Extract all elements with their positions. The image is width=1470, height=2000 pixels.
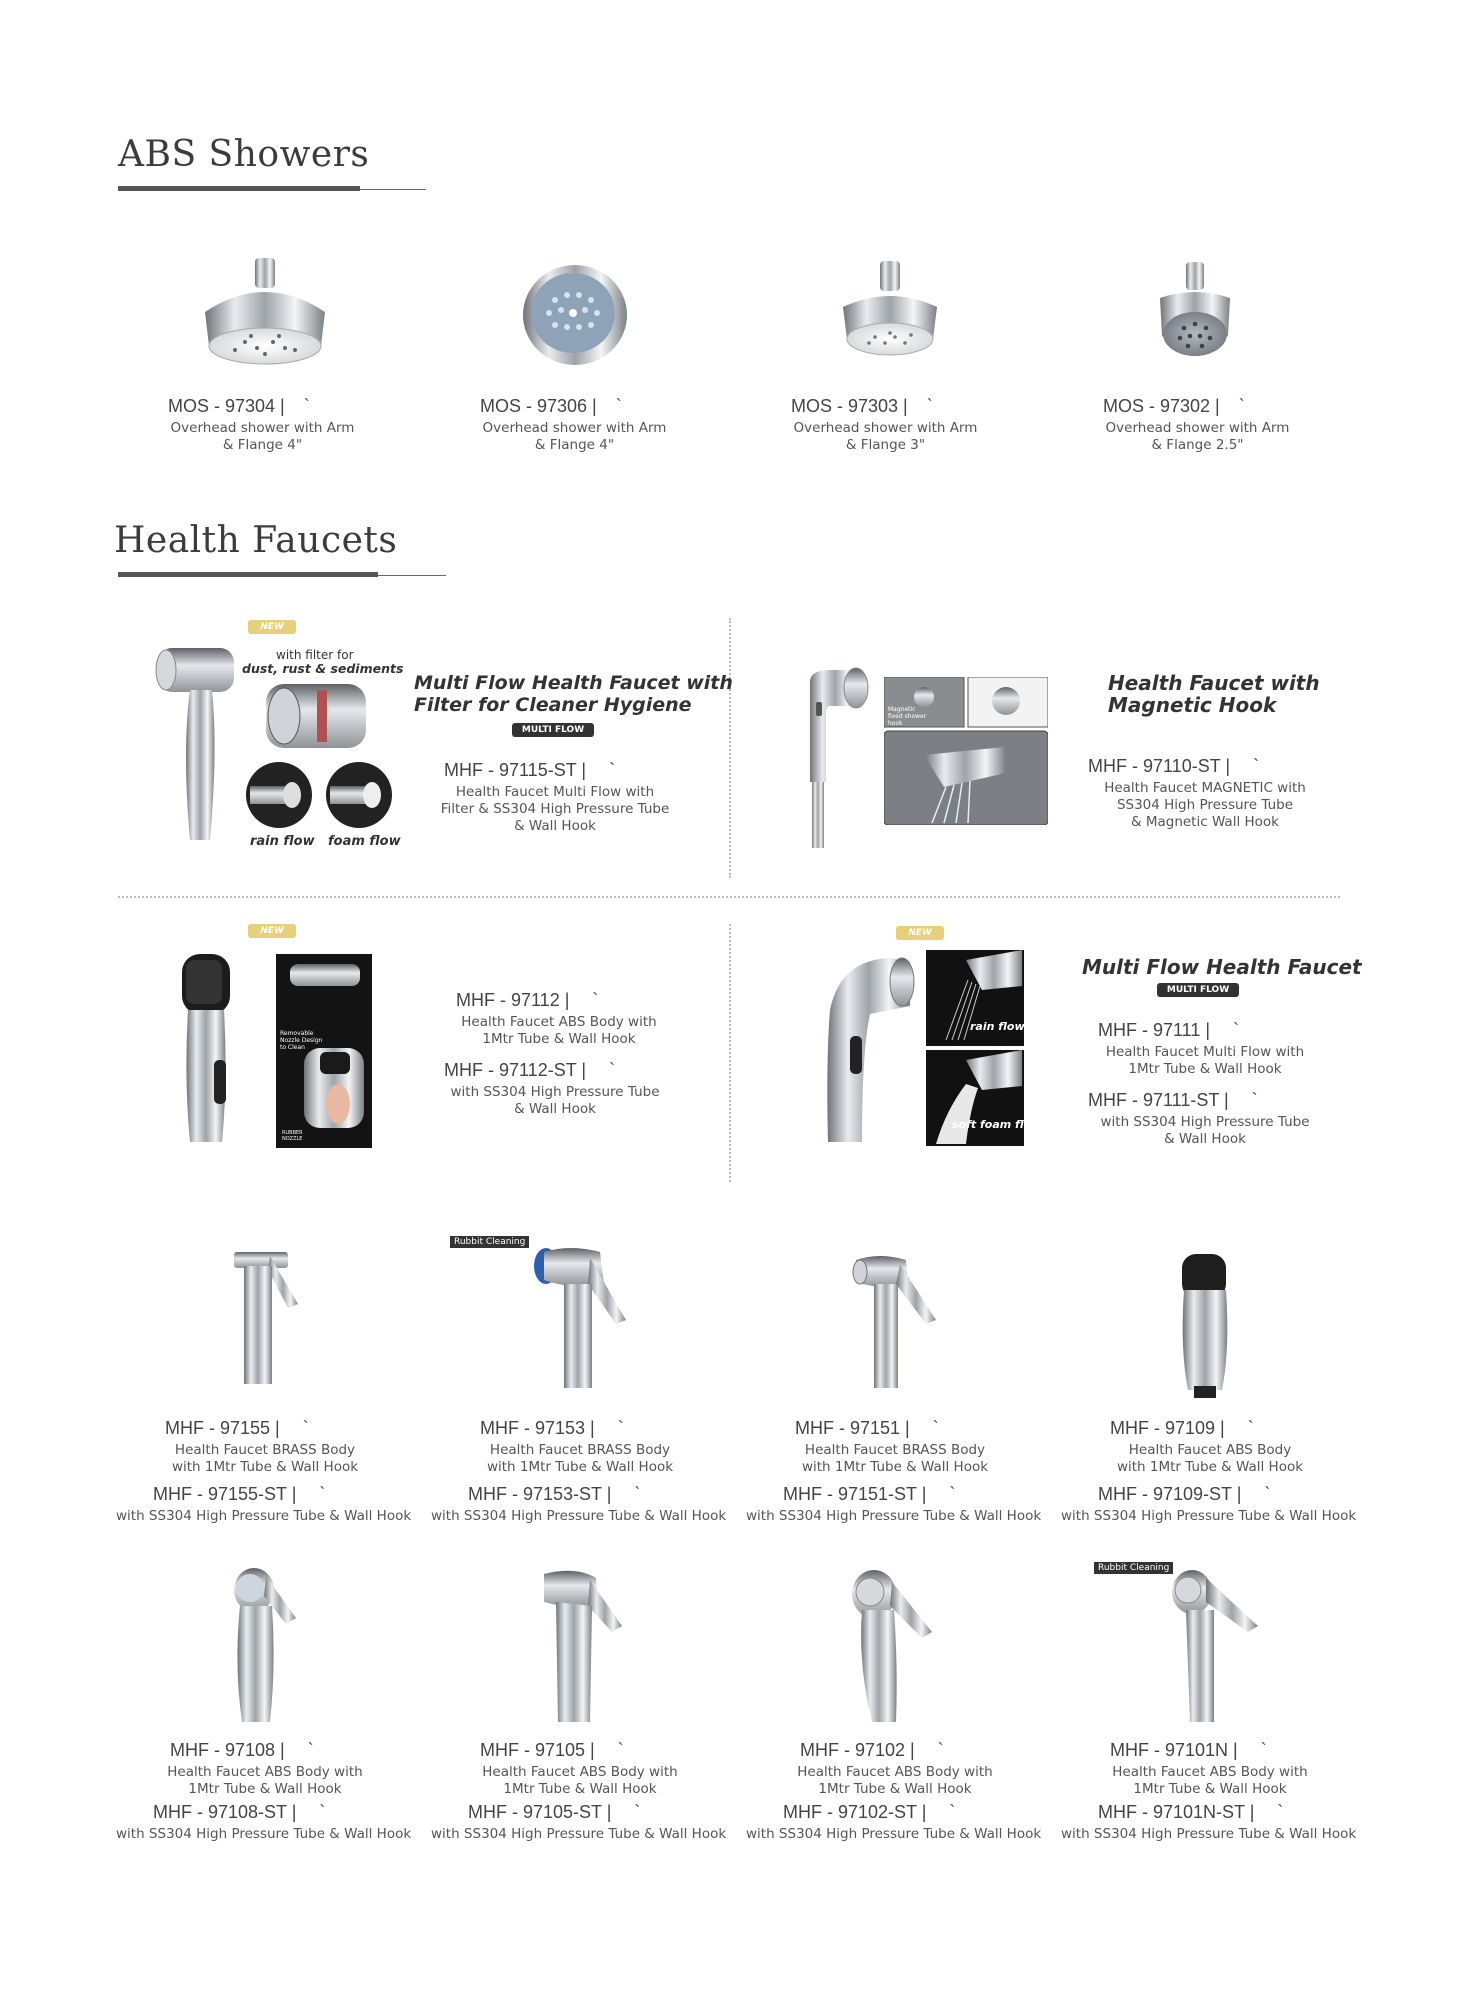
filter-note-emphasis: dust, rust & sediments	[242, 661, 404, 676]
product-code: MHF - 97112-ST | `	[444, 1060, 616, 1080]
product-code-st: MHF - 97153-ST | `	[468, 1484, 641, 1504]
product-code: MHF - 97102 | `	[800, 1740, 944, 1760]
new-badge: NEW	[896, 926, 944, 940]
product-description-st: with SS304 High Pressure Tube & Wall Hook	[431, 1826, 727, 1842]
product-code-st: MHF - 97105-ST | `	[468, 1802, 641, 1822]
health-faucet-image	[226, 1566, 306, 1726]
filter-note: with filter for	[276, 648, 354, 662]
health-faucet-image	[1166, 1566, 1266, 1726]
title-underline-thin	[360, 189, 426, 190]
removable-nozzle-image	[276, 954, 372, 1148]
product-description: Health Faucet ABS Body with 1Mtr Tube & Wall Hook	[1112, 1764, 1308, 1797]
product-code: MHF - 97110-ST | `	[1088, 756, 1260, 776]
section-title-showers: ABS Showers	[118, 134, 370, 175]
section-title-faucets: Health Faucets	[114, 520, 398, 561]
shower-head-image	[1150, 258, 1240, 373]
product-description: Health Faucet Multi Flow with Filter & SS304 High Pressure Tube & Wall Hook	[440, 784, 670, 834]
product-description-st: with SS304 High Pressure Tube & Wall Hook	[431, 1508, 727, 1524]
product-description: Health Faucet ABS Body with 1Mtr Tube & Wall Hook	[461, 1014, 657, 1047]
soft-foam-flow-label: soft foam flo	[952, 1118, 1032, 1131]
product-description: Overhead shower with Arm & Flange 4"	[482, 420, 667, 453]
title-underline-thin	[378, 575, 446, 576]
multi-flow-badge: MULTI FLOW	[1157, 983, 1239, 997]
product-description-st: with SS304 High Pressure Tube & Wall Hook	[1061, 1508, 1357, 1524]
rain-flow-nozzle-image	[244, 760, 314, 830]
product-code: MHF - 97151 | `	[795, 1418, 939, 1438]
product-code: MOS - 97302 | `	[1103, 396, 1245, 416]
product-description: Health Faucet ABS Body with 1Mtr Tube & Wall Hook	[167, 1764, 363, 1797]
divider-vertical	[729, 618, 731, 878]
product-description: Health Faucet ABS Body with 1Mtr Tube & Wall Hook	[797, 1764, 993, 1797]
shower-head-image	[195, 250, 335, 380]
feature-title: Health Faucet with Magnetic Hook	[1108, 671, 1320, 717]
product-description: Health Faucet BRASS Body with 1Mtr Tube & Wall Hook	[171, 1442, 359, 1475]
rain-flow-label: rain flow	[970, 1020, 1025, 1033]
product-code: MHF - 97101N | `	[1110, 1740, 1267, 1760]
rubbit-cleaning-tag: Rubbit Cleaning	[450, 1236, 529, 1248]
health-faucet-image	[1176, 1250, 1236, 1400]
product-code-st: MHF - 97102-ST | `	[783, 1802, 956, 1822]
health-faucet-image	[810, 950, 920, 1146]
rain-flow-label: rain flow	[250, 834, 315, 849]
health-faucet-image	[176, 950, 238, 1146]
product-code-st: MHF - 97108-ST | `	[153, 1802, 326, 1822]
feature-title: Multi Flow Health Faucet	[1082, 955, 1362, 979]
health-faucet-image	[150, 640, 240, 850]
product-code: MHF - 97112 | `	[456, 990, 599, 1010]
foam-flow-nozzle-image	[324, 760, 394, 830]
health-faucet-image	[848, 1566, 938, 1726]
product-code-st: MHF - 97151-ST | `	[783, 1484, 956, 1504]
title-underline	[118, 572, 378, 577]
product-description-st: with SS304 High Pressure Tube & Wall Hook	[746, 1826, 1042, 1842]
product-description: Overhead shower with Arm & Flange 3"	[793, 420, 978, 453]
shower-head-image	[515, 255, 635, 375]
divider-vertical	[729, 924, 731, 1182]
magnetic-hook-image	[884, 677, 1048, 825]
divider-horizontal	[118, 896, 1340, 898]
product-code-st: MHF - 97155-ST | `	[153, 1484, 326, 1504]
product-code: MHF - 97115-ST | `	[444, 760, 616, 780]
product-description-st: with SS304 High Pressure Tube & Wall Hook	[116, 1508, 412, 1524]
product-description: Health Faucet Multi Flow with 1Mtr Tube & Wall Hook	[1105, 1044, 1305, 1077]
product-description: Overhead shower with Arm & Flange 4"	[170, 420, 355, 453]
product-description: Health Faucet MAGNETIC with SS304 High Pressure Tube & Magnetic Wall Hook	[1104, 780, 1306, 830]
product-description: Health Faucet BRASS Body with 1Mtr Tube & Wall Hook	[801, 1442, 989, 1475]
soft-foam-flow-image	[926, 1050, 1024, 1146]
product-code: MHF - 97111 | `	[1098, 1020, 1240, 1040]
product-description: with SS304 High Pressure Tube & Wall Hook	[450, 1084, 660, 1117]
magnetic-inset-label: Magnetic fixed shower hook	[888, 706, 927, 727]
health-faucet-image	[530, 1240, 630, 1390]
product-description-st: with SS304 High Pressure Tube & Wall Hook	[116, 1826, 412, 1842]
product-code-st: MHF - 97101N-ST | `	[1098, 1802, 1284, 1822]
health-faucet-image	[536, 1566, 626, 1726]
product-description: Health Faucet ABS Body with 1Mtr Tube & Wall Hook	[482, 1764, 678, 1797]
product-code: MHF - 97155 | `	[165, 1418, 309, 1438]
shower-head-image	[835, 255, 945, 375]
product-code: MHF - 97105 | `	[480, 1740, 624, 1760]
product-description: Health Faucet ABS Body with 1Mtr Tube & Wall Hook	[1116, 1442, 1304, 1475]
product-code: MOS - 97303 | `	[791, 396, 933, 416]
health-faucet-image	[850, 1250, 940, 1390]
product-code-st: MHF - 97109-ST | `	[1098, 1484, 1271, 1504]
product-code: MHF - 97153 | `	[480, 1418, 624, 1438]
rubbit-cleaning-tag: Rubbit Cleaning	[1094, 1562, 1173, 1574]
new-badge: NEW	[248, 620, 296, 634]
filter-cutaway-image	[262, 680, 372, 754]
product-description-st: with SS304 High Pressure Tube & Wall Hook	[1061, 1826, 1357, 1842]
health-faucet-image	[226, 1248, 306, 1388]
product-description-st: with SS304 High Pressure Tube & Wall Hook	[746, 1508, 1042, 1524]
health-faucet-image	[790, 662, 870, 852]
product-code: MHF - 97109 | `	[1110, 1418, 1254, 1438]
product-description: Overhead shower with Arm & Flange 2.5"	[1105, 420, 1290, 453]
product-description: with SS304 High Pressure Tube & Wall Hook	[1100, 1114, 1310, 1147]
product-code: MOS - 97304 | `	[168, 396, 310, 416]
nozzle-inset-text: Removable Nozzle Design to Clean	[280, 1030, 323, 1051]
product-code: MOS - 97306 | `	[480, 396, 622, 416]
product-code: MHF - 97111-ST | `	[1088, 1090, 1258, 1110]
foam-flow-label: foam flow	[328, 834, 401, 849]
multi-flow-badge: MULTI FLOW	[512, 723, 594, 737]
title-underline	[118, 186, 360, 191]
nozzle-inset-caption: RUBBER NOZZLE	[282, 1130, 303, 1142]
product-description: Health Faucet BRASS Body with 1Mtr Tube & Wall Hook	[486, 1442, 674, 1475]
new-badge: NEW	[248, 924, 296, 938]
feature-title: Multi Flow Health Faucet with Filter for Cleaner Hygiene	[414, 672, 733, 716]
product-code: MHF - 97108 | `	[170, 1740, 314, 1760]
